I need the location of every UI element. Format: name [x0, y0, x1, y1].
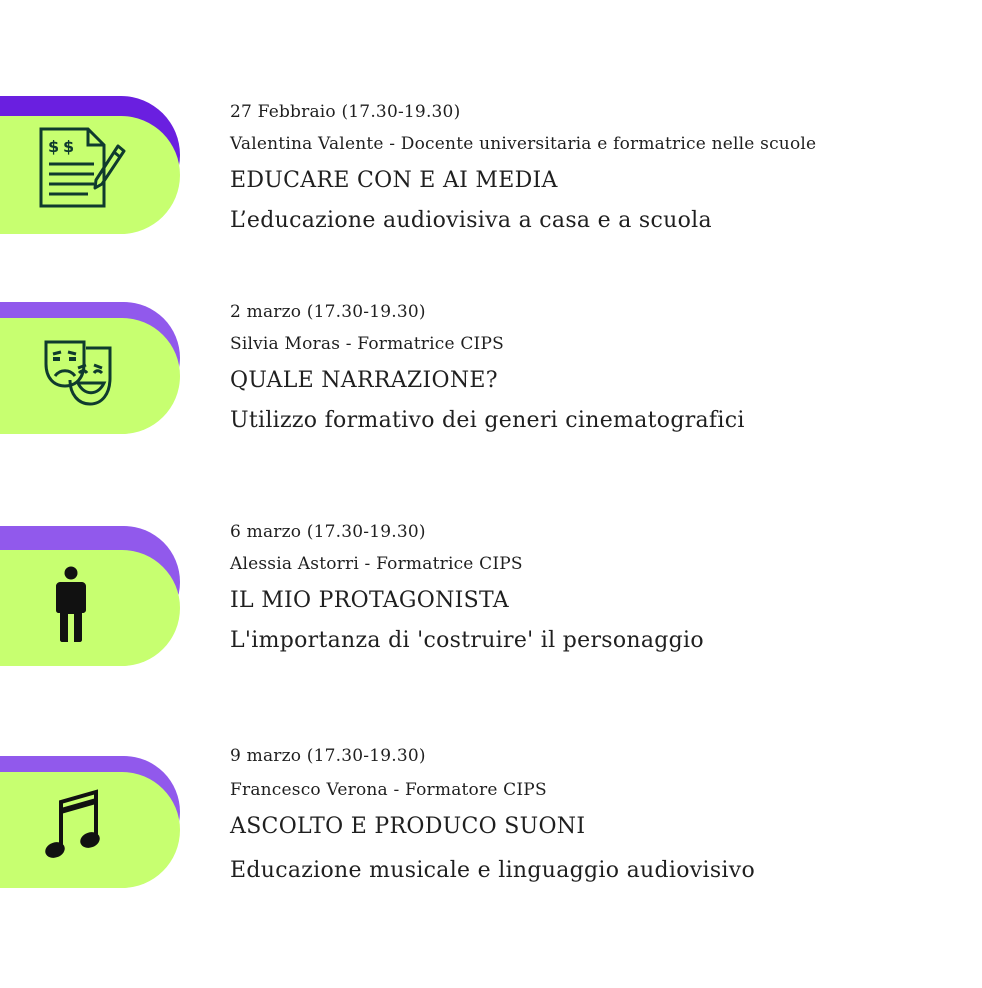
event-subtitle: L’educazione audiovisiva a casa e a scuola: [230, 208, 712, 233]
event-speaker: Alessia Astorri - Formatrice CIPS: [230, 554, 523, 574]
event-speaker: Silvia Moras - Formatrice CIPS: [230, 334, 504, 354]
invoice-pencil-icon: [38, 126, 126, 210]
music-note-icon: [44, 788, 100, 864]
event-subtitle: Utilizzo formativo dei generi cinematografici: [230, 408, 745, 433]
event-title: QUALE NARRAZIONE?: [230, 368, 498, 393]
event-subtitle: L'importanza di 'costruire' il personaggio: [230, 628, 704, 653]
event-date: 6 marzo (17.30-19.30): [230, 522, 426, 542]
event-date: 27 Febbraio (17.30-19.30): [230, 102, 461, 122]
event-title: EDUCARE CON E AI MEDIA: [230, 168, 558, 193]
event-speaker: Valentina Valente - Docente universitaria e formatrice nelle scuole: [230, 134, 817, 154]
person-icon: [55, 566, 87, 642]
event-title: IL MIO PROTAGONISTA: [230, 588, 509, 613]
event-subtitle: Educazione musicale e linguaggio audiovisivo: [230, 858, 756, 883]
theater-masks-icon: [42, 338, 114, 408]
event-date: 2 marzo (17.30-19.30): [230, 302, 426, 322]
event-date: 9 marzo (17.30-19.30): [230, 746, 426, 766]
event-speaker: Francesco Verona - Formatore CIPS: [230, 780, 547, 800]
svg-text:$: $: [48, 137, 60, 156]
event-title: ASCOLTO E PRODUCO SUONI: [230, 814, 586, 839]
tab-front-decoration: [0, 550, 180, 666]
svg-text:$: $: [63, 137, 75, 156]
